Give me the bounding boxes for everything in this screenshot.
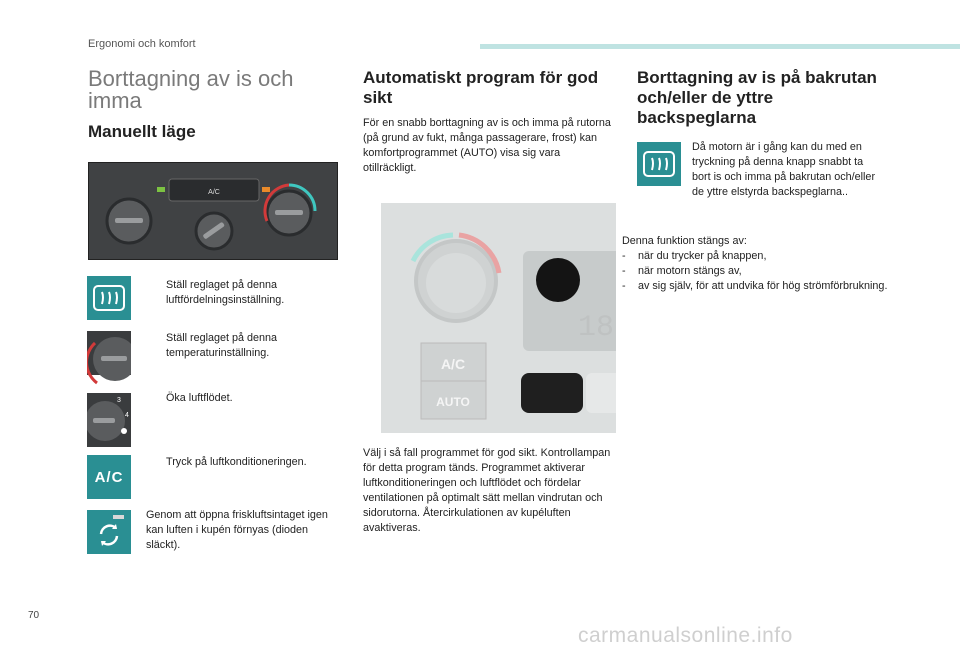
knob-number-4: 4 (125, 412, 129, 419)
step-2 (146, 331, 331, 361)
page-title: Borttagning av is och imma (88, 66, 294, 113)
temperature-knob-icon (87, 331, 131, 375)
rear-defrost-icon (87, 276, 131, 320)
panel-ac-label: A/C (208, 189, 220, 196)
photo-display-18: 18 (578, 311, 615, 345)
watermark: carmanualsonline.info (578, 624, 793, 647)
list-item: - när motorn stängs av, (622, 264, 892, 279)
step-text: Tryck på luftkonditioneringen. (166, 456, 307, 468)
rear-off-intro: Denna funktion stängs av: (622, 235, 747, 247)
auto-panel-photo (381, 203, 616, 433)
list-item: - av sig själv, för att undvika för hög strömförbrukning. (622, 279, 892, 294)
ac-button-icon: A/C (87, 455, 131, 499)
rear-off-list (622, 249, 892, 294)
step-text: Ställ reglaget på denna temperaturinställning. (166, 332, 278, 359)
step-4 (146, 455, 331, 470)
rear-defrost-text: Då motorn är i gång kan du med en tryckning på denna knapp snabbt ta bort is och imma på bakrutan och/eller de yttre elstyrda backspeglarna.. (692, 141, 876, 198)
knob-number-3: 3 (117, 397, 121, 404)
recirculation-icon (87, 510, 131, 554)
auto-description-text: Välj i så fall programmet för god sikt. Kontrollampan för detta program tänds. Programmet aktiverar luftkonditioneringen och luftflödet och fördelar ventilationen på optimalt sätt mellan vindrutan och sidorutorna. Återcirkulationen av kupéluften avaktiveras. (363, 447, 611, 534)
auto-program-heading: Automatiskt program för god sikt (363, 68, 599, 107)
rear-defrost-heading: Borttagning av is på bakrutan och/eller de yttre backspeglarna (637, 68, 877, 127)
auto-intro-text: För en snabb borttagning av is och imma på rutorna (på grund av fukt, många passagerare, frost) kan komfortprogrammet (AUTO) visa sig vara otillräckligt. (363, 117, 611, 174)
step-text: Ställ reglaget på denna luftfördelningsinställning. (166, 279, 285, 306)
section-label: Ergonomi och komfort (88, 38, 196, 50)
recirculation-text: Genom att öppna friskluftsintaget igen kan luften i kupén förnyas (dioden släckt). (146, 509, 328, 551)
step-text: Öka luftflödet. (166, 392, 233, 404)
photo-auto-label: AUTO (436, 395, 470, 409)
list-item: - när du trycker på knappen, (622, 249, 892, 264)
manual-control-panel-photo (88, 162, 338, 260)
photo-ac-label: A/C (440, 356, 466, 372)
step-1 (146, 278, 331, 308)
rear-defrost-button-icon (637, 142, 681, 186)
manual-mode-heading: Manuellt läge (88, 122, 196, 141)
header-accent-bar (480, 44, 960, 49)
step-3 (146, 391, 331, 406)
page-number: 70 (28, 610, 40, 621)
fan-knob-icon (87, 393, 131, 447)
